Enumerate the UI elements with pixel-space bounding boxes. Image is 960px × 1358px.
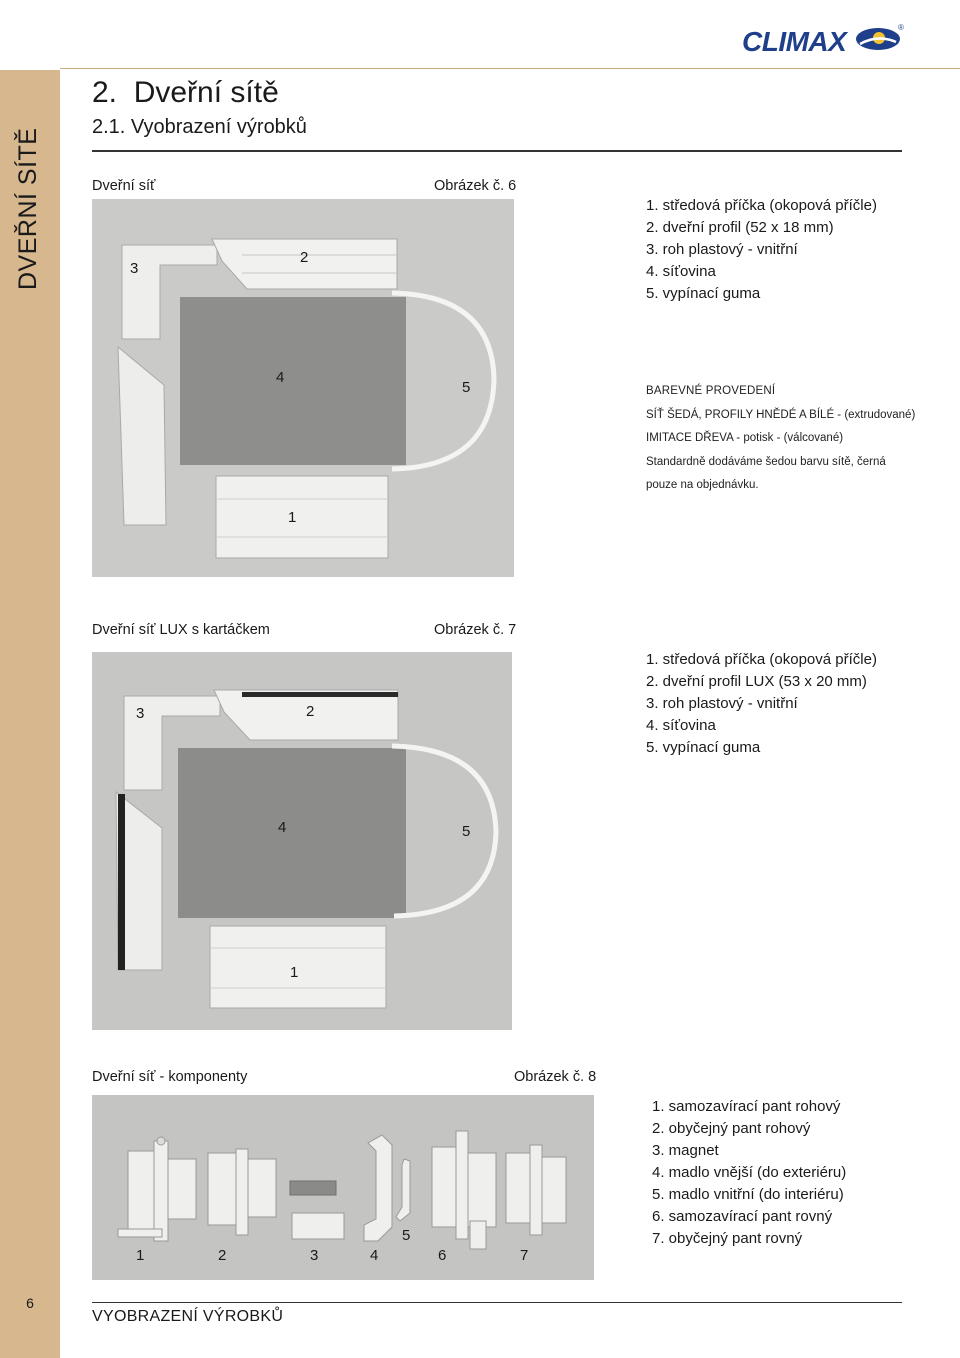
list-item: 5. madlo vnitřní (do interiéru) [652,1186,844,1203]
callout-5: 5 [402,1227,411,1244]
list-item: 5. vypínací guma [646,739,761,756]
callout-1: 1 [290,964,299,981]
parts-list-fig7 [646,649,877,759]
svg-text:®: ® [898,23,904,32]
parts-list-fig6 [646,195,877,305]
callout-2: 2 [218,1247,227,1264]
subheading: 2.1. Vyobrazení výrobků [92,116,307,138]
callout-2: 2 [306,703,315,720]
callout-5: 5 [462,823,471,840]
callout-7: 7 [520,1247,529,1264]
callout-4: 4 [276,369,285,386]
list-item: 4. madlo vnější (do exteriéru) [652,1164,847,1181]
callout-3: 3 [136,705,145,722]
figure-label: Obrázek č. 8 [514,1069,597,1085]
footer-title: VYOBRAZENÍ VÝROBKŮ [92,1308,284,1325]
climax-logo [742,22,907,58]
list-item: 2. dveřní profil LUX (53 x 20 mm) [646,673,867,690]
list-item: 1. středová příčka (okopová příčle) [646,197,877,214]
figure-label: Obrázek č. 6 [434,178,517,194]
list-item: 5. vypínací guma [646,285,761,302]
product-photo-door-screen-lux [92,652,512,1030]
figure-caption: Dveřní síť [92,178,156,194]
header-rule [60,68,960,69]
list-item: 6. samozavírací pant rovný [652,1208,833,1225]
color-variants-title: BAREVNÉ PROVEDENÍ [646,385,776,397]
color-variant-line: pouze na objednávku. [646,479,759,491]
callout-1: 1 [288,509,297,526]
heading-number: 2. [92,76,118,109]
heading-title: Dveřní sítě [133,76,279,109]
product-photo-components [92,1095,594,1280]
svg-text:CLIMAX: CLIMAX [742,26,847,57]
color-variant-line: IMITACE DŘEVA - potisk - (válcované) [646,432,844,444]
list-item: 3. roh plastový - vnitřní [646,695,798,712]
list-item: 1. středová příčka (okopová příčle) [646,651,877,668]
callout-1: 1 [136,1247,145,1264]
list-item: 2. obyčejný pant rohový [652,1120,811,1137]
callout-6: 6 [438,1247,447,1264]
list-item: 3. magnet [652,1142,719,1159]
heading-rule [92,150,902,152]
color-variant-line: Standardně dodáváme šedou barvu sítě, černá [646,455,886,468]
footer-rule [92,1302,902,1303]
page-number: 6 [26,1295,34,1311]
color-variants-box [646,380,915,498]
callout-4: 4 [370,1247,379,1264]
callout-4: 4 [278,819,287,836]
figure-label: Obrázek č. 7 [434,622,517,638]
list-item: 7. obyčejný pant rovný [652,1230,803,1247]
list-item: 4. síťovina [646,263,716,280]
list-item: 1. samozavírací pant rohový [652,1098,841,1115]
page-heading [92,76,279,110]
parts-list-fig8 [652,1096,846,1250]
list-item: 2. dveřní profil (52 x 18 mm) [646,219,834,236]
figure-caption: Dveřní síť - komponenty [92,1069,248,1085]
callout-3: 3 [130,260,139,277]
callout-3: 3 [310,1247,319,1264]
figure-caption: Dveřní síť LUX s kartáčkem [92,622,270,638]
product-photo-door-screen [92,199,514,577]
callout-2: 2 [300,249,309,266]
callout-5: 5 [462,379,471,396]
sidebar-section-title: DVEŘNÍ SÍTĚ [14,127,42,290]
color-variant-line: SÍŤ ŠEDÁ, PROFILY HNĚDÉ A BÍLÉ - (extrudované) [646,408,916,421]
list-item: 3. roh plastový - vnitřní [646,241,798,258]
list-item: 4. síťovina [646,717,716,734]
